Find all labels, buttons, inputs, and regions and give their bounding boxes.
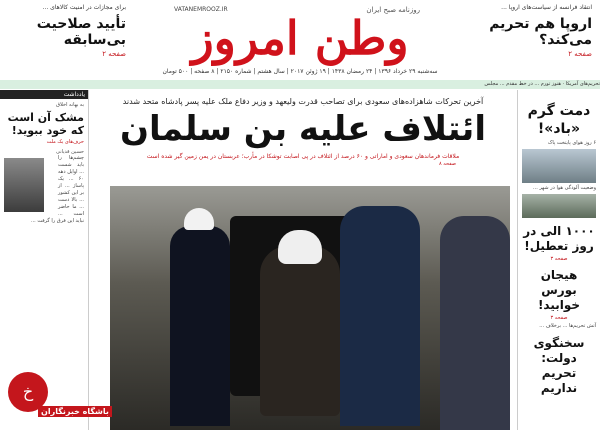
photo-guard-left [170, 226, 230, 426]
right-lead-text-1: ۶ روز هوای پایتخت پاک [547, 140, 596, 146]
logo-url: VATANEMROOZ.IR [174, 6, 228, 13]
lead-photo [110, 186, 510, 430]
lead-headline[interactable]: ائتلاف علیه بن سلمان [120, 109, 486, 149]
lead-kicker: آخرین تحرکات شاهزاده‌های سعودی برای تصاحب قدرت ولیعهد و وزیر دفاع ملک علیه پسر پادشاه متحد شدند [122, 97, 484, 106]
masthead-left-teaser[interactable] [8, 4, 126, 58]
photo-man-right [440, 216, 510, 430]
right-teaser-kicker: انتقاد فرانسه از سیاست‌های اروپا ... [501, 4, 592, 11]
center-lead-story [90, 90, 516, 430]
masthead [0, 0, 600, 81]
left-kicker: یادداشت [0, 90, 88, 99]
left-subhead: حرف‌های یک ملت [46, 139, 84, 145]
right-column [517, 90, 600, 430]
lead-subhead: ملاقات فرماندهان سعودی و اماراتی و ۶۰ درصد از ائتلاف در پی اصابت توشکا در مأرب؛ عربستان در یمن زمین گیر شده است [146, 153, 460, 160]
left-author: حسین قدیانی [56, 149, 84, 155]
right-photo-skyline [522, 149, 596, 183]
left-teaser-kicker: برای مجازات در امنیت کالاهای ... [42, 4, 126, 11]
right-story-2-headline[interactable]: ۱۰۰۰ الی در روز تعطیل! [523, 224, 595, 253]
watermark-badge [8, 372, 109, 424]
dateline: سه‌شنبه ۲۹ خرداد ۱۳۹۶ | ۲۴ رمضان ۱۴۳۸ | ۱۹ ژوئن ۲۰۱۷ | سال هشتم | شماره ۲۱۵۰ | ۸ صفحه | ۵۰۰ تومان [162, 68, 438, 75]
author-photo [4, 158, 44, 212]
badge-logo-icon: خ [8, 372, 48, 412]
left-teaser-headline: تأیید صلاحیت بی‌سابقه [36, 16, 126, 48]
badge-text: باشگاه خبرنگاران [38, 406, 112, 417]
right-photo-mountain [522, 194, 596, 218]
right-story-3-page: صفحه ۳ [550, 315, 568, 321]
right-story-4-headline[interactable]: سخنگوی دولت: تحریم نداریم [533, 336, 585, 395]
lead-page-ref: صفحه ۸ [439, 161, 456, 167]
right-teaser-page: صفحه ۲ [568, 50, 592, 58]
left-body-text: چشم‌ها را باید شست ... اوایل دهه ۶۰ ... یک پاساژ ... از بر این کشور ... بالا دست ... ما حاضر است ... نباید این فرق را گرفت ... [30, 155, 84, 224]
logo-tagline: روزنامه صبح ایران [366, 6, 420, 14]
right-bottom-text: آتش تحریم‌ها ... برخلاف ... [539, 323, 596, 329]
masthead-right-teaser[interactable] [472, 4, 592, 58]
right-story-3-headline[interactable]: هیجان بورس خوابید! [537, 268, 581, 312]
logo-block[interactable] [150, 2, 450, 68]
photo-guard-right [340, 206, 420, 426]
right-lead-text-2: وضعیت آلودگی هوا در شهر ... [533, 185, 596, 191]
left-teaser-page: صفحه ۲ [102, 50, 126, 58]
ticker-ribbon: تحریم‌های آمریکا · هنوز تورم ... در خط مقدم ... مجلس [0, 80, 600, 89]
photo-prince [260, 246, 340, 416]
left-small: به بهانه اخلاق [56, 102, 84, 108]
right-story-2-page: صفحه ۳ [550, 256, 568, 262]
left-headline[interactable]: مشک آن است که خود ببوید! [7, 111, 84, 137]
right-lead-headline[interactable]: دمت گرم «باد»! [527, 103, 591, 137]
newspaper-logo: وطن امروز [191, 11, 409, 65]
right-teaser-headline: اروپا هم تحریم می‌کند؟ [489, 16, 592, 48]
